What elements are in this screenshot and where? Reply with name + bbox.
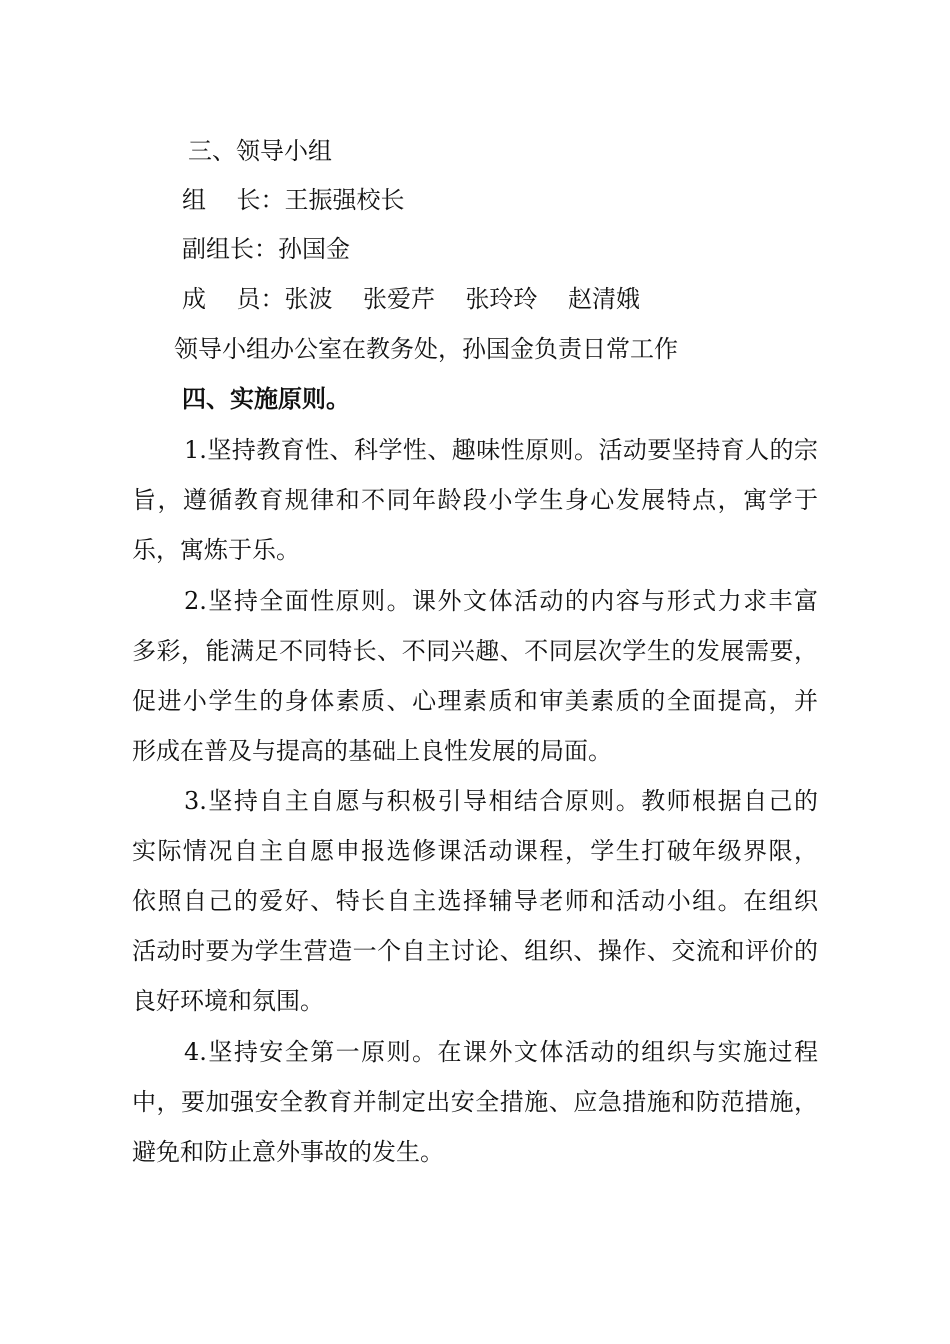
principle-1-line-2: 旨，遵循教育规律和不同年龄段小学生身心发展特点，寓学于 [132, 486, 818, 514]
deputy-leader-line: 副组长：孙国金 [182, 235, 350, 263]
principle-2-line-3: 促进小学生的身体素质、心理素质和审美素质的全面提高，并 [132, 687, 818, 715]
principle-4-line-3: 避免和防止意外事故的发生。 [132, 1138, 444, 1166]
principle-1-line-1: 1.坚持教育性、科学性、趣味性原则。活动要坚持育人的宗 [184, 436, 818, 464]
principle-4-line-1: 4.坚持安全第一原则。在课外文体活动的组织与实施过程 [184, 1038, 818, 1066]
principle-2-line-4: 形成在普及与提高的基础上良性发展的局面。 [132, 737, 612, 765]
principle-1-line-3: 乐，寓炼于乐。 [132, 536, 300, 564]
principle-3-line-5: 良好环境和氛围。 [132, 987, 324, 1015]
members-line: 成 员：张波 张爱芹 张玲玲 赵清娥 [182, 285, 641, 313]
principle-3-line-2: 实际情况自主自愿申报选修课活动课程，学生打破年级界限， [132, 837, 818, 865]
section-3-heading: 三、领导小组 [188, 137, 332, 165]
section-4-heading: 四、实施原则。 [182, 384, 350, 413]
principle-3-line-1: 3.坚持自主自愿与积极引导相结合原则。教师根据自己的 [184, 787, 818, 815]
principle-3-line-3: 依照自己的爱好、特长自主选择辅导老师和活动小组。在组织 [132, 887, 818, 915]
office-line: 领导小组办公室在教务处，孙国金负责日常工作 [174, 335, 678, 363]
principle-2-line-1: 2.坚持全面性原则。课外文体活动的内容与形式力求丰富 [184, 587, 818, 615]
group-leader-line: 组 长：王振强校长 [182, 186, 405, 214]
principle-4-line-2: 中，要加强安全教育并制定出安全措施、应急措施和防范措施， [132, 1088, 818, 1116]
principle-3-line-4: 活动时要为学生营造一个自主讨论、组织、操作、交流和评价的 [132, 937, 818, 965]
principle-2-line-2: 多彩，能满足不同特长、不同兴趣、不同层次学生的发展需要， [132, 637, 818, 665]
